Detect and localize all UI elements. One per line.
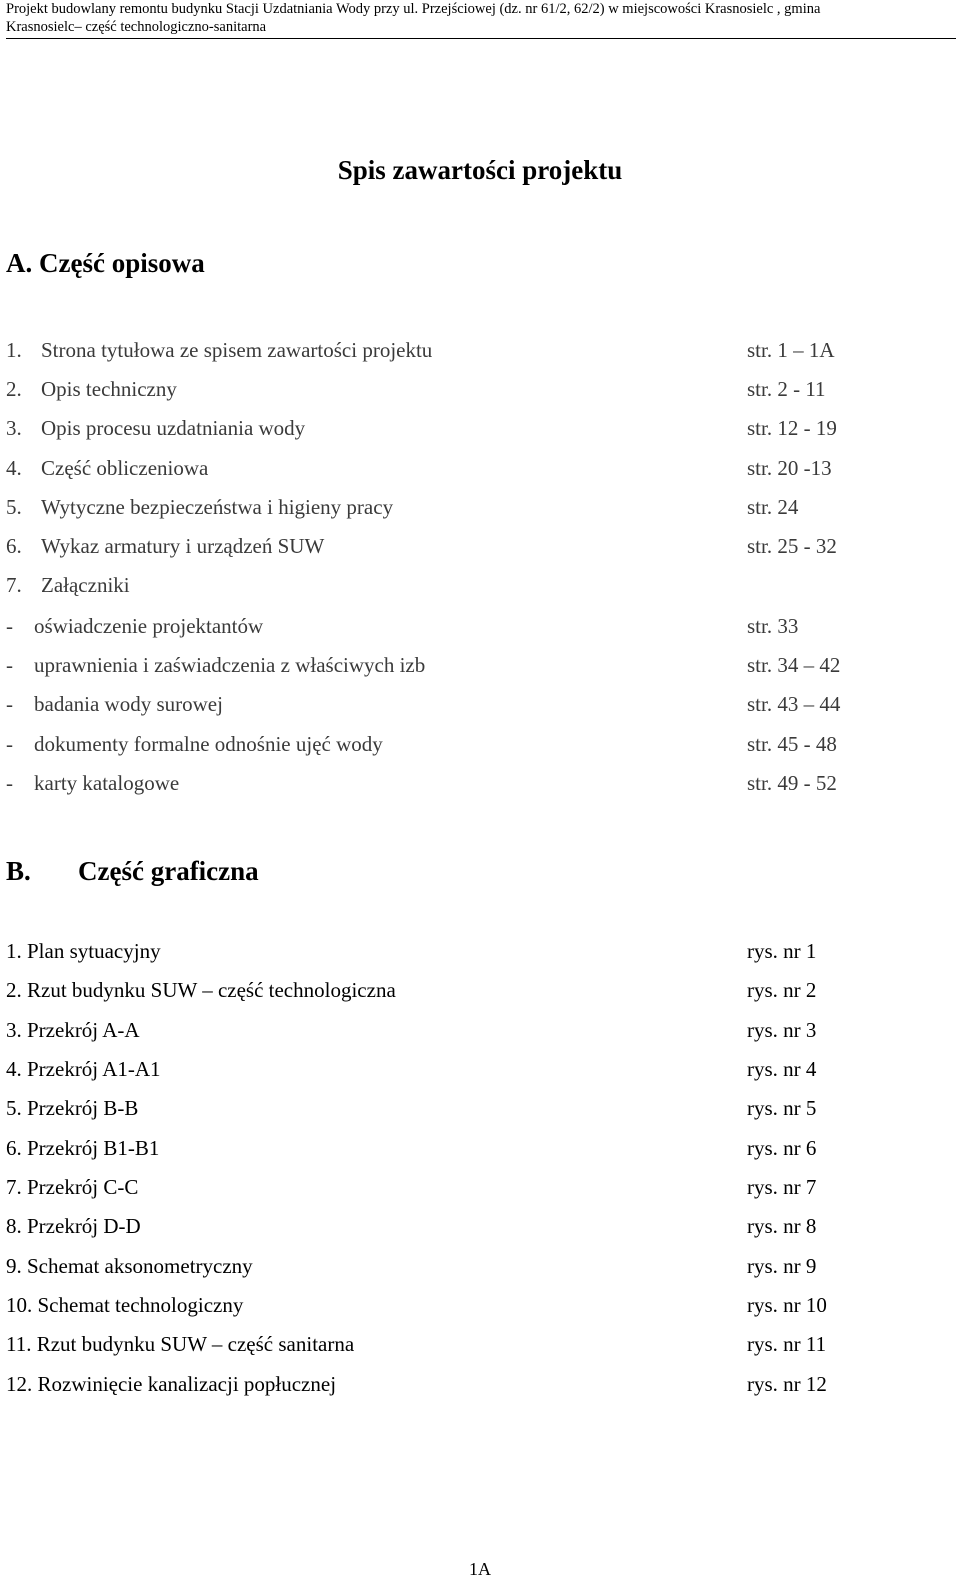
item-title: Wytyczne bezpieczeństwa i higieny pracy (41, 495, 394, 519)
page-title: Spis zawartości projektu (337, 155, 623, 185)
drawing-title: 12. Rozwinięcie kanalizacji popłucznej (6, 1372, 337, 1396)
drawing-item (6, 1134, 906, 1162)
item-title: Opis techniczny (41, 377, 177, 401)
drawing-reference: rys. nr 2 (747, 978, 817, 1002)
section-b-heading (6, 856, 259, 887)
drawing-item (6, 1016, 906, 1044)
drawing-title: 4. Przekrój A1-A1 (6, 1057, 161, 1081)
toc-item (6, 414, 906, 442)
drawing-item (6, 1330, 906, 1358)
item-title: oświadczenie projektantów (34, 614, 264, 638)
drawing-reference: rys. nr 7 (747, 1175, 817, 1199)
bullet-dash: - (6, 732, 13, 756)
drawing-reference: rys. nr 5 (747, 1096, 817, 1120)
drawing-reference: rys. nr 11 (747, 1332, 827, 1356)
drawing-reference: rys. nr 9 (747, 1254, 817, 1278)
toc-item (6, 454, 906, 482)
drawing-title: 2. Rzut budynku SUW – część technologiczna (6, 978, 396, 1002)
item-number: 5. (6, 495, 22, 519)
drawing-title: 6. Przekrój B1-B1 (6, 1136, 160, 1160)
drawing-reference: rys. nr 3 (747, 1018, 817, 1042)
item-title: Wykaz armatury i urządzeń SUW (41, 534, 325, 558)
page-reference: str. 43 – 44 (747, 692, 841, 716)
drawing-reference: rys. nr 4 (747, 1057, 817, 1081)
item-number: 4. (6, 456, 22, 480)
toc-item (6, 336, 906, 364)
toc-subitem (6, 651, 906, 679)
page-reference: str. 45 - 48 (747, 732, 837, 756)
toc-subitem (6, 730, 906, 758)
drawing-title: 8. Przekrój D-D (6, 1214, 141, 1238)
drawing-item (6, 1173, 906, 1201)
toc-item (6, 571, 906, 599)
page-reference: str. 2 - 11 (747, 377, 826, 401)
item-title: uprawnienia i zaświadczenia z właściwych izb (34, 653, 426, 677)
page-reference: str. 34 – 42 (747, 653, 841, 677)
item-number: 6. (6, 534, 22, 558)
toc-subitem (6, 690, 906, 718)
item-number: 7. (6, 573, 22, 597)
running-header (6, 0, 956, 39)
section-a-heading: A. Część opisowa (6, 248, 205, 278)
header-line-1: Projekt budowlany remontu budynku Stacji Uzdatniania Wody przy ul. Przejściowej (dz. nr 61/2, 62/2) w miejscowości Krasnosielc , gmina (6, 1, 821, 17)
item-title: karty katalogowe (34, 771, 180, 795)
drawing-reference: rys. nr 6 (747, 1136, 817, 1160)
drawing-item (6, 1252, 906, 1280)
drawing-title: 10. Schemat technologiczny (6, 1293, 244, 1317)
item-title: Część obliczeniowa (41, 456, 209, 480)
drawing-item (6, 1291, 906, 1319)
drawing-item (6, 1094, 906, 1122)
bullet-dash: - (6, 771, 13, 795)
item-title: Opis procesu uzdatniania wody (41, 416, 306, 440)
item-number: 1. (6, 338, 22, 362)
section-letter: B. (6, 856, 31, 886)
toc-item (6, 375, 906, 403)
item-title: Załączniki (41, 573, 130, 597)
page-reference: str. 1 – 1A (747, 338, 835, 362)
drawing-title: 1. Plan sytuacyjny (6, 939, 161, 963)
drawing-reference: rys. nr 1 (747, 939, 817, 963)
bullet-dash: - (6, 692, 13, 716)
bullet-dash: - (6, 653, 13, 677)
item-title: dokumenty formalne odnośnie ujęć wody (34, 732, 383, 756)
drawing-item (6, 976, 906, 1004)
page-number: 1A (469, 1559, 491, 1579)
item-number: 2. (6, 377, 22, 401)
page-reference: str. 20 -13 (747, 456, 832, 480)
drawing-title: 3. Przekrój A-A (6, 1018, 140, 1042)
drawing-reference: rys. nr 12 (747, 1372, 827, 1396)
drawing-item (6, 1055, 906, 1083)
drawing-title: 7. Przekrój C-C (6, 1175, 139, 1199)
drawing-title: 11. Rzut budynku SUW – część sanitarna (6, 1332, 355, 1356)
section-title: Część graficzna (78, 856, 259, 886)
page-reference: str. 49 - 52 (747, 771, 837, 795)
page-reference: str. 24 (747, 495, 799, 519)
bullet-dash: - (6, 614, 13, 638)
drawing-reference: rys. nr 8 (747, 1214, 817, 1238)
page-reference: str. 12 - 19 (747, 416, 837, 440)
item-title: badania wody surowej (34, 692, 223, 716)
drawing-item (6, 1370, 906, 1398)
item-number: 3. (6, 416, 22, 440)
page-reference: str. 25 - 32 (747, 534, 837, 558)
toc-item (6, 493, 906, 521)
drawing-item (6, 937, 906, 965)
drawing-title: 9. Schemat aksonometryczny (6, 1254, 253, 1278)
drawing-title: 5. Przekrój B-B (6, 1096, 139, 1120)
header-line-2: Krasnosielc– część technologiczno-sanitarna (6, 19, 267, 35)
toc-subitem (6, 612, 906, 640)
drawing-reference: rys. nr 10 (747, 1293, 827, 1317)
item-title: Strona tytułowa ze spisem zawartości projektu (41, 338, 433, 362)
toc-item (6, 532, 906, 560)
toc-subitem (6, 769, 906, 797)
drawing-item (6, 1212, 906, 1240)
page-reference: str. 33 (747, 614, 799, 638)
